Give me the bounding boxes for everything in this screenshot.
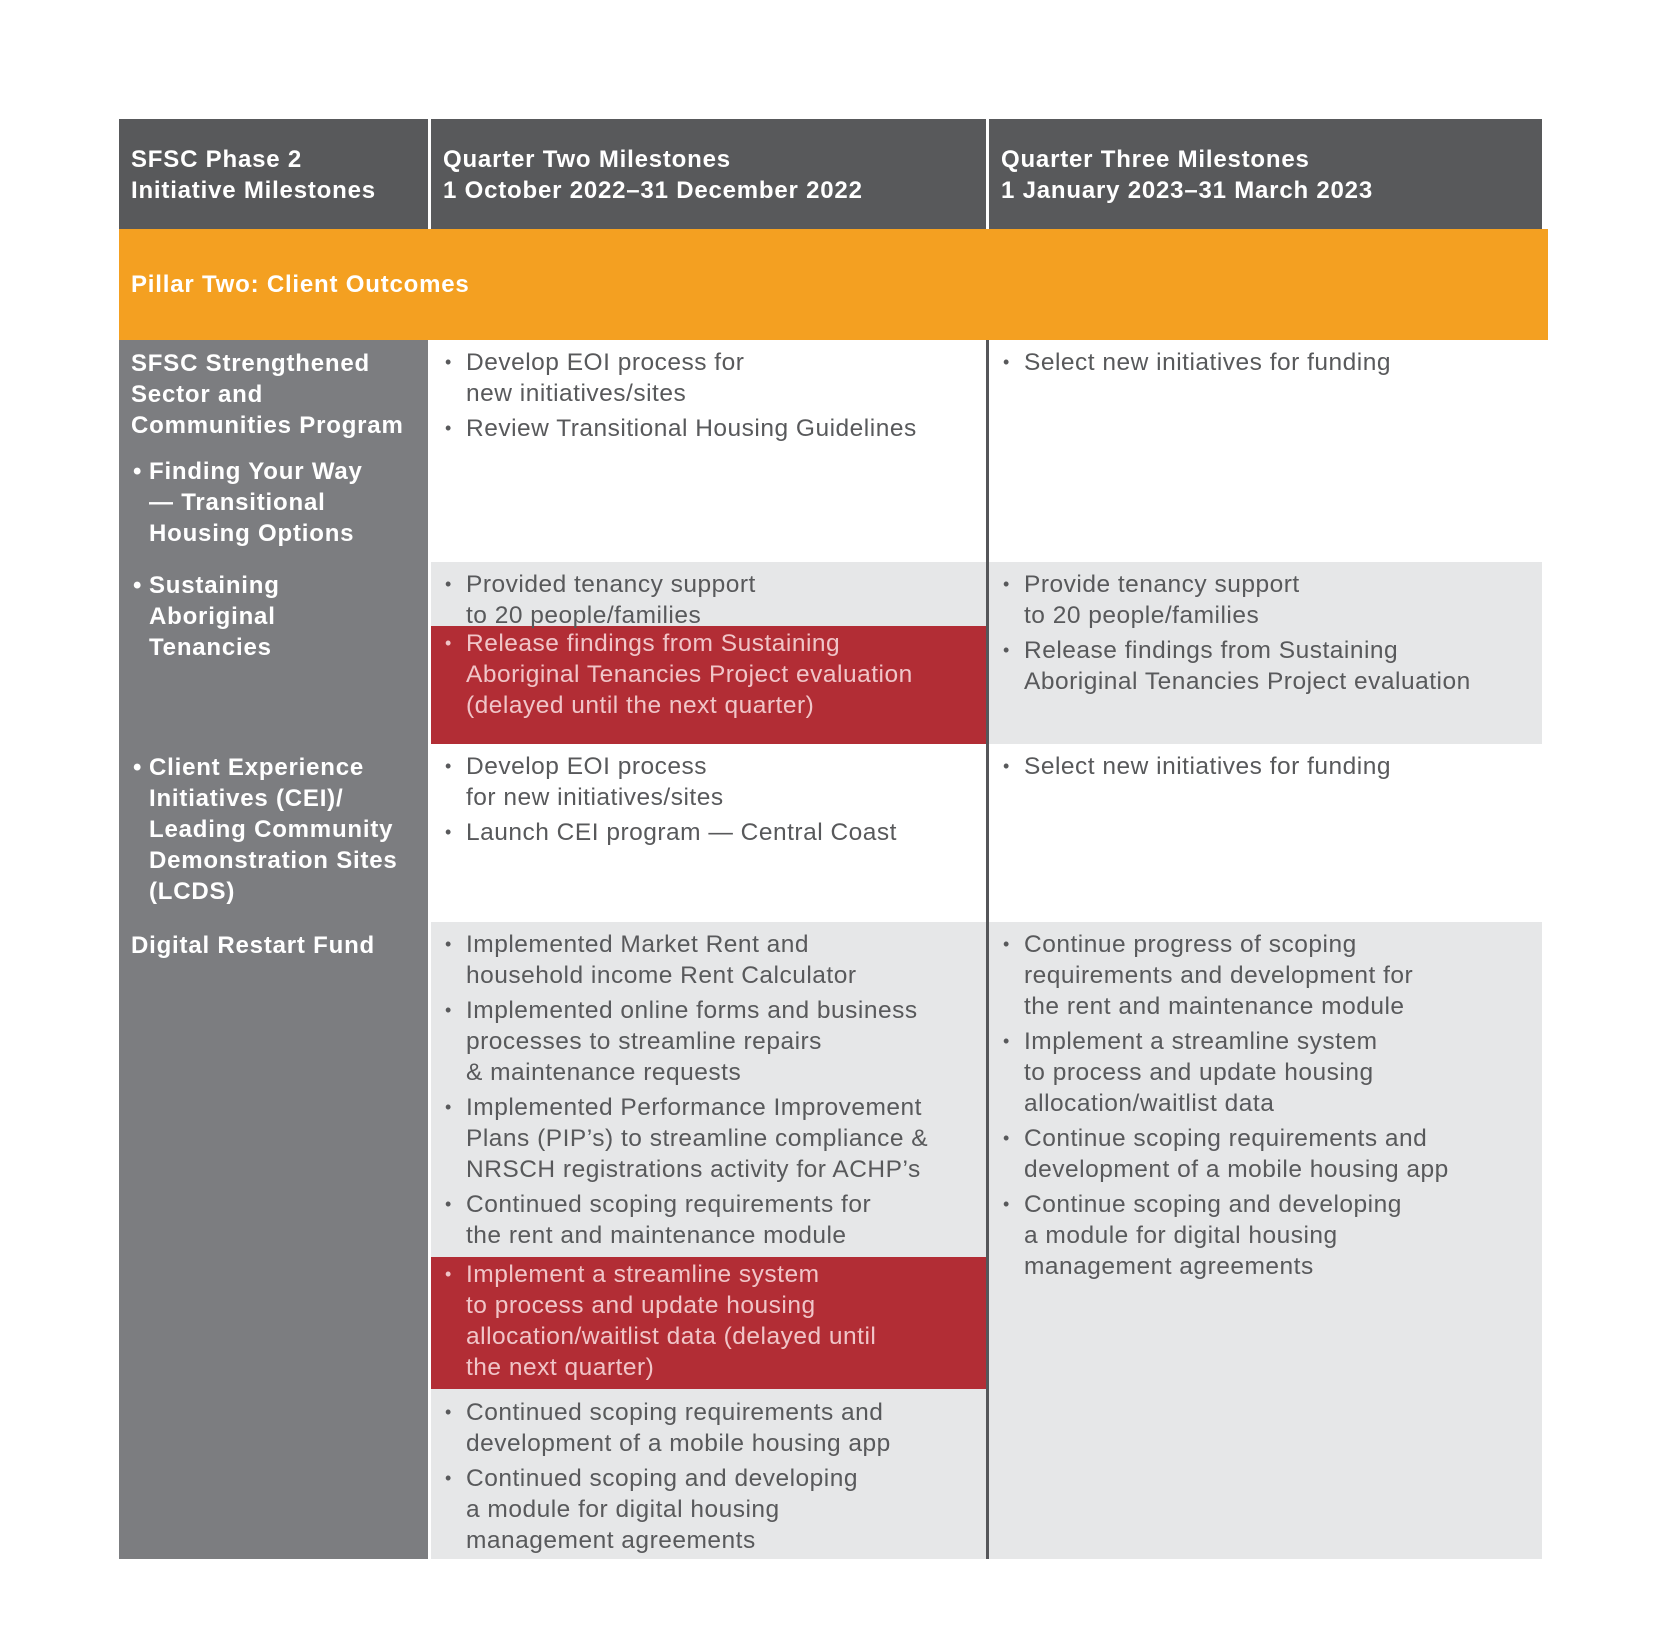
item-text: Aboriginal Tenancies Project evaluation — [466, 661, 913, 688]
item-text: development of a mobile housing app — [1024, 1156, 1449, 1183]
item-text: • Review Transitional Housing Guidelines — [466, 415, 917, 442]
list-item — [431, 817, 986, 848]
list-item — [431, 1189, 986, 1251]
item-text: new initiatives/sites — [466, 380, 687, 407]
item-text: • Implement a streamline system — [1024, 1028, 1378, 1055]
list-item — [431, 1397, 986, 1459]
item-text: • Implement a streamline system — [466, 1261, 820, 1288]
list-item — [431, 569, 986, 631]
item-text: • Provided tenancy support — [466, 571, 756, 598]
item-text: Plans (PIP’s) to streamline compliance & — [466, 1125, 929, 1152]
item-text: • Select new initiatives for funding — [1024, 753, 1391, 780]
q2-cell — [428, 562, 986, 744]
q2-cell — [428, 922, 986, 1559]
item-text: to 20 people/families — [466, 602, 702, 629]
q2-cell — [428, 744, 986, 922]
list-item — [989, 751, 1542, 782]
label-text: SFSC Strengthened — [131, 350, 370, 377]
q3-cell — [986, 562, 1542, 744]
label-text: Leading Community — [149, 816, 394, 843]
label-text: Aboriginal — [149, 603, 276, 630]
row-label — [119, 562, 428, 744]
header-text: Quarter Three Milestones — [1001, 146, 1310, 173]
label-text: Communities Program — [131, 412, 404, 439]
list-item — [431, 751, 986, 813]
item-text: (delayed until the next quarter) — [466, 692, 815, 719]
item-text: • Continue scoping and developing — [1024, 1191, 1402, 1218]
item-text: • Select new initiatives for funding — [1024, 349, 1391, 376]
item-text: processes to streamline repairs — [466, 1028, 822, 1055]
item-text: • Release findings from Sustaining — [1024, 637, 1399, 664]
item-text: for new initiatives/sites — [466, 784, 724, 811]
label-text: • Client Experience — [149, 754, 365, 781]
list-item — [431, 628, 986, 721]
label-text: Tenancies — [149, 634, 272, 661]
item-text: the rent and maintenance module — [1024, 993, 1405, 1020]
label-text: Digital Restart Fund — [131, 932, 376, 959]
sub-label — [131, 456, 420, 549]
q3-cell — [986, 744, 1542, 922]
item-text: • Implemented Performance Improvement — [466, 1094, 922, 1121]
row-label — [119, 744, 428, 922]
list-item — [431, 995, 986, 1088]
label-text: — Transitional — [149, 489, 326, 516]
pillar-band — [119, 229, 1548, 340]
delayed-milestone — [431, 1257, 986, 1389]
table-row — [119, 340, 1548, 562]
list-item — [989, 1123, 1542, 1185]
item-text: requirements and development for — [1024, 962, 1414, 989]
header-text: SFSC Phase 2 — [131, 146, 303, 173]
header-text: Initiative Milestones — [131, 177, 376, 204]
delayed-milestone — [431, 626, 986, 744]
sub-label — [131, 570, 420, 663]
item-text: • Continue progress of scoping — [1024, 931, 1357, 958]
q3-cell — [986, 340, 1542, 562]
item-text: • Continued scoping requirements and — [466, 1399, 884, 1426]
header-quarter-three — [986, 119, 1542, 229]
label-text: Initiatives (CEI)/ — [149, 785, 344, 812]
list-item — [989, 569, 1542, 631]
header-text: 1 January 2023–31 March 2023 — [1001, 177, 1373, 204]
label-text: • Sustaining — [149, 572, 280, 599]
list-item — [989, 1189, 1542, 1282]
item-text: • Continue scoping requirements and — [1024, 1125, 1428, 1152]
item-text: • Implemented online forms and business — [466, 997, 918, 1024]
header-row — [119, 119, 1548, 229]
list-item — [989, 347, 1542, 378]
label-text: Sector and — [131, 381, 264, 408]
item-text: management agreements — [1024, 1253, 1314, 1280]
row-label — [119, 340, 428, 562]
label-text: Housing Options — [149, 520, 355, 547]
item-text: to process and update housing — [1024, 1059, 1374, 1086]
header-text: 1 October 2022–31 December 2022 — [443, 177, 863, 204]
q2-cell — [428, 340, 986, 562]
item-text: • Continued scoping requirements for — [466, 1191, 872, 1218]
sub-label — [131, 752, 420, 907]
label-text: (LCDS) — [149, 878, 236, 905]
item-text: management agreements — [466, 1527, 756, 1554]
list-item — [431, 413, 986, 444]
item-text: • Implemented Market Rent and — [466, 931, 810, 958]
table-row — [119, 744, 1548, 922]
item-text: a module for digital housing — [466, 1496, 780, 1523]
list-item — [989, 1026, 1542, 1119]
item-text: a module for digital housing — [1024, 1222, 1338, 1249]
item-text: allocation/waitlist data (delayed until — [466, 1323, 877, 1350]
item-text: NRSCH registrations activity for ACHP’s — [466, 1156, 921, 1183]
label-text: Demonstration Sites — [149, 847, 398, 874]
list-item — [989, 929, 1542, 1022]
item-text: • Launch CEI program — Central Coast — [466, 819, 897, 846]
item-text: allocation/waitlist data — [1024, 1090, 1275, 1117]
list-item — [431, 1463, 986, 1556]
list-item — [431, 347, 986, 409]
item-text: household income Rent Calculator — [466, 962, 857, 989]
header-initiative — [119, 119, 428, 229]
item-text: development of a mobile housing app — [466, 1430, 891, 1457]
item-text: & maintenance requests — [466, 1059, 742, 1086]
item-text: • Develop EOI process — [466, 753, 707, 780]
item-text: • Develop EOI process for — [466, 349, 745, 376]
milestones-table — [119, 119, 1548, 1559]
item-text: • Continued scoping and developing — [466, 1465, 858, 1492]
item-text: Aboriginal Tenancies Project evaluation — [1024, 668, 1471, 695]
item-text: to process and update housing — [466, 1292, 816, 1319]
row-label — [119, 922, 428, 1559]
item-text: • Release findings from Sustaining — [466, 630, 841, 657]
list-item — [431, 1259, 986, 1383]
item-text: the next quarter) — [466, 1354, 655, 1381]
item-text: • Provide tenancy support — [1024, 571, 1300, 598]
item-text: to 20 people/families — [1024, 602, 1260, 629]
pillar-title: Pillar Two: Client Outcomes — [131, 271, 470, 298]
table-row — [119, 922, 1548, 1559]
list-item — [989, 635, 1542, 697]
item-text: the rent and maintenance module — [466, 1222, 847, 1249]
header-text: Quarter Two Milestones — [443, 146, 731, 173]
label-text: • Finding Your Way — [149, 458, 363, 485]
list-item — [431, 1092, 986, 1185]
table-row — [119, 562, 1548, 744]
q3-cell — [986, 922, 1542, 1559]
header-quarter-two — [428, 119, 986, 229]
list-item — [431, 929, 986, 991]
